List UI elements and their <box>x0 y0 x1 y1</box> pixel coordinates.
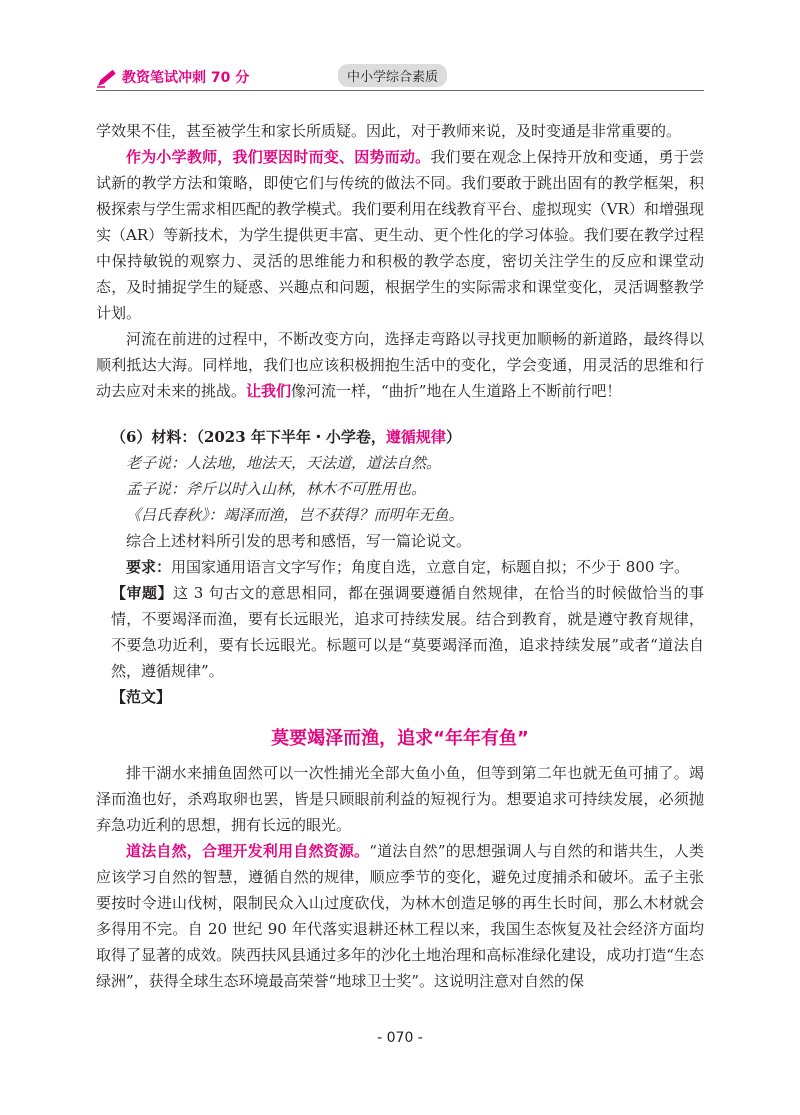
material-quote: 孟子说：斧斤以时入山林，林木不可胜用也。 <box>126 480 427 498</box>
essay-paragraph: 排干湖水来捕鱼固然可以一次性捕光全部大鱼小鱼，但等到第二年也就无鱼可捕了。竭泽而渔也好，杀鸡取卵也罢，皆是只顾眼前利益的短视行为。想要追求可持续发展，必须抛弃急功近利的思想，拥有长远的眼光。 <box>96 764 704 834</box>
highlight-text: 作为小学教师，我们要因时而变、因势而动。 <box>126 148 431 166</box>
question-heading: （6）材料：（2023 年下半年・小学卷，遵循规律） <box>111 428 461 446</box>
paragraph: 作为小学教师，我们要因时而变、因势而动。我们要在观念上保持开放和变通，勇于尝试新的教学方法和策略，即使它们与传统的做法不同。我们要敢于跳出固有的教学框架，积极探索与学生需求相匹配的教学模式。我们要利用在线教育平台、虚拟现实（VR）和增强现实（AR）等新技术，为学生提供更丰富、更生动、更个性化的学习体验。我们要在教学过程中保持敏锐的观察力、灵活的思维能力和积极的教学态度，密切关注学生的反应和课堂动态，及时捕捉学生的疑惑、兴趣点和问题，根据学生的实际需求和课堂变化，灵活调整教学计划。 <box>96 148 704 322</box>
highlight-text: 道法自然，合理开发利用自然资源。 <box>126 842 370 860</box>
page-number: - 070 - <box>377 1030 423 1046</box>
highlight-text: 让我们 <box>246 382 292 400</box>
instruction: 综合上述材料所引发的思考和感悟，写一篇论说文。 <box>126 532 472 550</box>
page-content <box>96 118 704 994</box>
paragraph: 河流在前进的过程中，不断改变方向，选择走弯路以寻找更加顺畅的新道路，最终得以顺利抵达大海。同样地，我们也应该积极拥抱生活中的变化，学会变通，用灵活的思维和行动去应对未来的挑战。让我们像河流一样，“曲折”地在人生道路上不断前行吧！ <box>96 330 704 400</box>
requirement: 要求：用国家通用语言文字写作；角度自选，立意自定，标题自拟；不少于 800 字。 <box>126 558 690 576</box>
book-title: 教资笔试冲刺 70 分 <box>122 70 250 86</box>
paragraph: 学效果不佳，甚至被学生和家长所质疑。因此，对于教师来说，及时变通是非常重要的。 <box>96 122 682 140</box>
model-essay-label: 【范文】 <box>111 688 172 706</box>
analysis: 【审题】这 3 句古文的意思相同，都在强调要遵循自然规律，在恰当的时候做恰当的事情，不要竭泽而渔，要有长远眼光，追求可持续发展。结合到教育，就是遵守教育规律，不要急功近利，要有长远眼光。标题可以是“莫要竭泽而渔，追求持续发展”或者“道法自然，遵循规律”。 <box>111 584 704 680</box>
running-header <box>96 64 704 91</box>
material-quote: 《吕氏春秋》：竭泽而渔，岂不获得？而明年无鱼。 <box>126 506 464 524</box>
pen-icon <box>96 66 118 88</box>
essay-paragraph: 道法自然，合理开发利用自然资源。“道法自然”的思想强调人与自然的和谐共生，人类应该学习自然的智慧，遵循自然的规律，顺应季节的变化，避免过度捕杀和破坏。孟子主张要按时令进山伐树，限制民众入山过度砍伐，为林木创造足够的再生长时间，那么木材就会多得用不完。自 20 世纪 90 年代落实退耕还林工程以来，我国生态恢复及社会经济方面均取得了显著的成效。陕西扶风县通过多年的沙化土地治理和高标准绿化建设，成功打造“生态绿洲”，获得全球生态环境最高荣誉“地球卫士奖”。这说明注意对自然的保 <box>96 842 704 990</box>
essay-title: 莫要竭泽而渔，追求“年年有鱼” <box>271 728 529 749</box>
question-tag: 遵循规律 <box>385 428 446 446</box>
subject-badge: 中小学综合素质 <box>338 64 447 87</box>
material-quote: 老子说：人法地，地法天，天法道，道法自然。 <box>126 454 442 472</box>
